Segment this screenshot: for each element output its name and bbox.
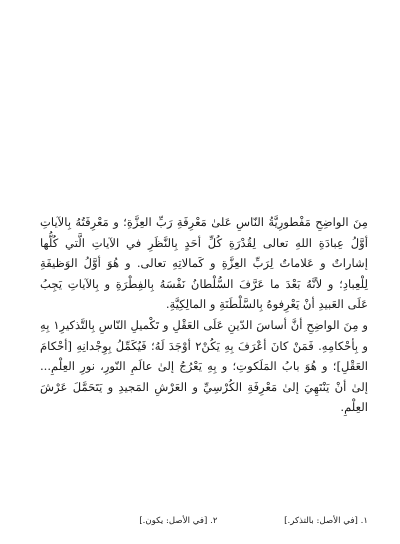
footnote: ٢. [في الأصل: يكون.] — [139, 516, 218, 526]
body-text — [40, 212, 368, 418]
paragraph: و مِنَ الواضِحِ أنَّ أساسَ الدّينِ عَلَى العَقْلِ و تَكْميلِ النّاسِ بِالتَّذكيرِ١ بِهِ و بِأحْكامِهِ. فَمَنْ كانَ أعْرَفَ بِهِ يَكُنْ٢ أوْجَدَ لَهُ؛ فَيُكَمِّلُ بِوِجْدانِهِ [أحْكامَ العَقْلِ]؛ و هُوَ بابُ المَلَكوتِ؛ و بِهِ يَعْرُجُ إلىٰ عالَمِ النّورِ، نورِ العِلْمِ... إلىٰ أنْ يَنْتَهِيَ إلىٰ مَعْرِفَةِ الكُرْسِيِّ و العَرْشِ المَجيدِ و يَتَحَمَّلَ عَرْشَ العِلْمِ. — [40, 317, 368, 415]
footnotes — [40, 513, 368, 529]
paragraph: مِنَ الواضِحِ مَفْطورِيَّةُ النّاسِ عَلىٰ مَعْرِفَةِ رَبِّ العِزَّةِ؛ و مَعْرِفَتُهُ بِالآياتِ أوَّلُ عِبادَةِ اللهِ تعالى لِقُدْرَةِ كُلِّ أحَدٍ بِالنَّظَرِ في الآياتِ الَّتي كُلُّها إشاراتٌ و عَلاماتٌ لِرَبِّ العِزَّةِ و كَمالاتِهِ تعالى. و هُوَ أوَّلُ الوَظيفَةِ لِلْعِبادِ؛ و لأنَّهُ بَعْدَ ما عَرَّفَ السُّلْطانُ نَفْسَهُ بِالفِطْرَةِ و بِالآياتِ يَجِبُ عَلَى العَبيدِ أنْ يَعْرِفوهُ بِالسَّلْطَنَةِ و المالِكِيَّةِ. — [40, 215, 368, 312]
footnote: ١. [في الأصل: بالتذكر.] — [284, 516, 368, 526]
